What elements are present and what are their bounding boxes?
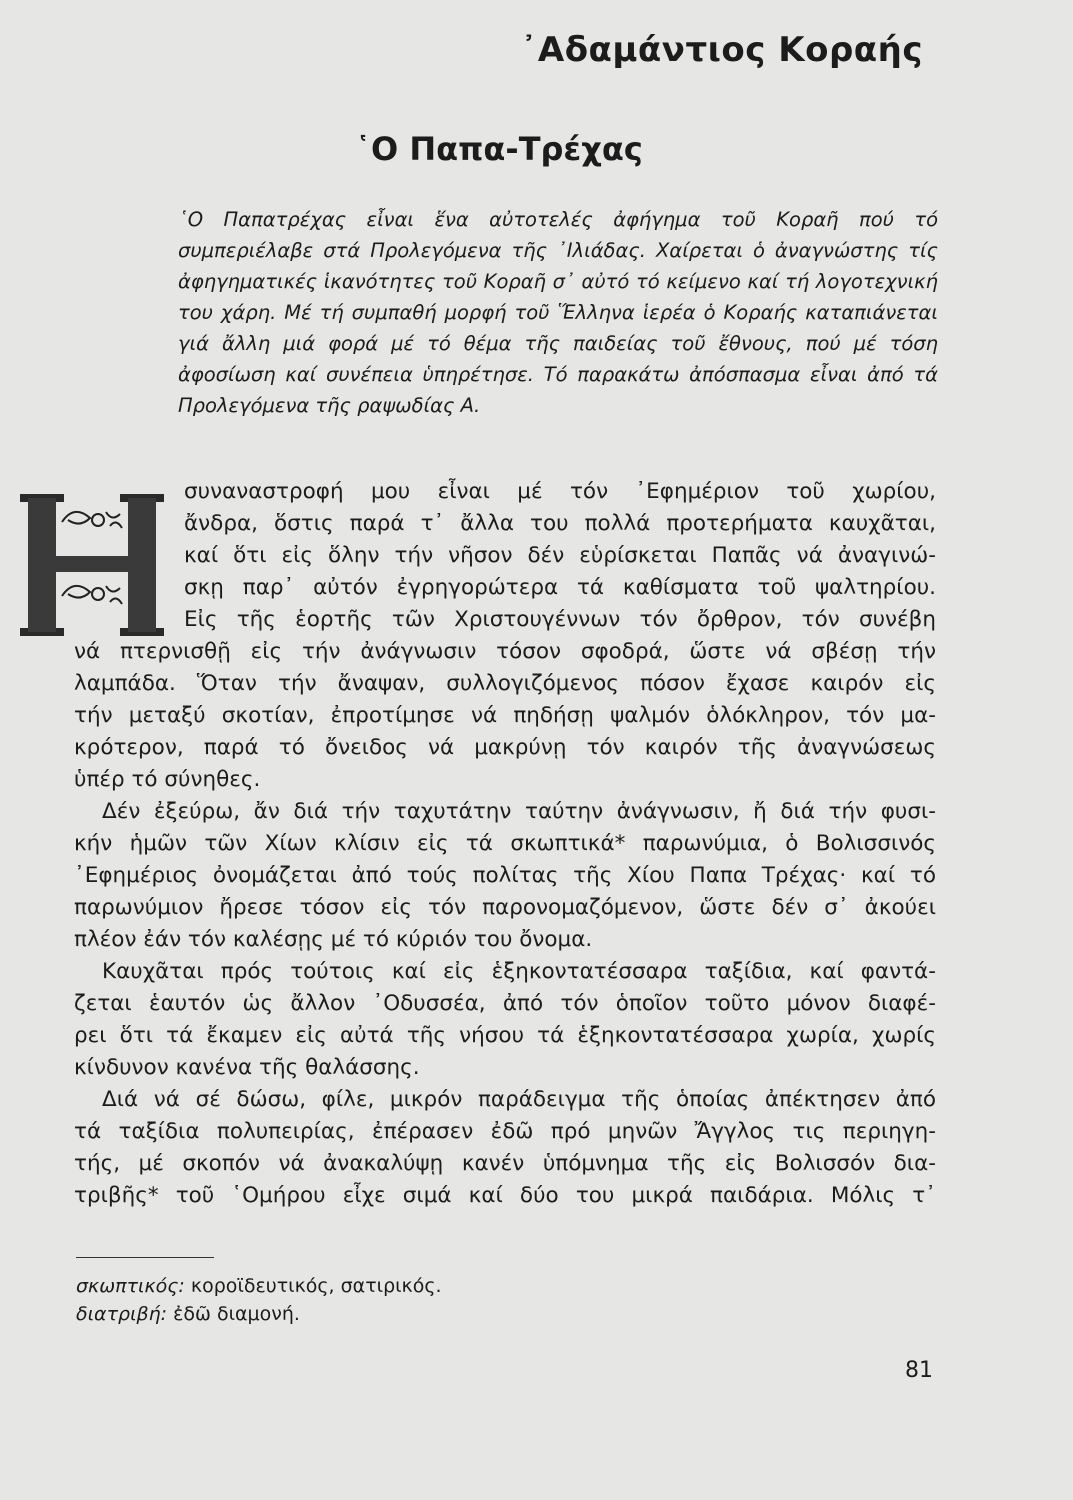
text-line: σκῃ παρ᾿ αὐτόν ἐγρηγορώτερα τά καθίσματα τοῦ ψαλτηρίου. [184,575,936,600]
text-line: ρει ὅτι τά ἔκαμεν εἰς αὐτά τῆς νήσου τά ἑξηκοντατέσσαρα χωρία, χωρίς [74,1023,936,1048]
text-line: Δέν ἐξεύρω, ἄν διά τήν ταχυτάτην ταύτην ἀνάγνωσιν, ἤ διά τήν φυσι- [102,799,936,824]
intro-paragraph [178,204,938,421]
text-line: ᾿Εφημέριος ὀνομάζεται ἀπό τούς πολίτας τῆς Χίου Παπα Τρέχας· καί τό [74,863,936,888]
text-line: τήν μεταξύ σκοτίαν, ἐπροτίμησε νά πηδήσῃ ψαλμόν ὁλόκληρον, τόν μα- [74,703,936,728]
text-line: ὑπέρ τό σύνηθες. [74,767,261,792]
drop-cap-letter: Η [92,624,93,625]
text-line: τής, μέ σκοπόν νά ἀνακαλύψῃ κανέν ὑπόμνημα τῆς εἰς Βολισσόν δια- [74,1151,936,1176]
text-line: τριβῆς* τοῦ ῾Ομήρου εἶχε σιμά καί δύο του μικρά παιδάρια. Μόλις τ᾿ [74,1183,936,1208]
text-line: ἄνδρα, ὅστις παρά τ᾿ ἄλλα του πολλά προτερήματα καυχᾶται, [184,511,936,536]
text-line: πλέον ἐάν τόν καλέσῃς μέ τό κύριόν του ὄνομα. [74,927,593,952]
footnote-term: διατριβή: [76,1303,168,1325]
text-line: κήν ἡμῶν τῶν Χίων κλίσιν εἰς τά σκωπτικά* παρωνύμια, ὁ Βολισσινός [74,831,936,856]
paragraph-3 [74,956,936,1084]
text-line: Διά νά σέ δώσω, φίλε, μικρόν παράδειγμα τῆς ὁποίας ἀπέκτησεν ἀπό [102,1087,936,1112]
text-line: κρότερον, παρά τό ὄνειδος νά μακρύνῃ τόν καιρόν τῆς ἀναγνώσεως [74,735,936,760]
text-line: νά πτερνισθῇ εἰς τήν ἀνάγνωσιν τόσον σφοδρά, ὥστε νά σβέσῃ τήν [74,639,936,664]
footnote-term: σκωπτικός: [76,1275,185,1297]
text-line: τά ταξίδια πολυπειρίας, ἐπέρασεν ἐδῶ πρό μηνῶν Ἄγγλος τις περιηγη- [74,1119,936,1144]
footnote-divider [76,1257,214,1258]
text-line: Καυχᾶται πρός τούτοις καί εἰς ἑξηκοντατέσσαρα ταξίδια, καί φαντά- [102,959,936,984]
text-line: κίνδυνον κανένα τῆς θαλάσσης. [74,1055,420,1080]
paragraph-2 [74,796,936,956]
footnotes [76,1272,442,1328]
text-line: καί ὅτι εἰς ὅλην τήν νῆσον δέν εὑρίσκεται Παπᾶς νά ἀναγινώ- [184,543,936,568]
intro-text: ῾Ο Παπατρέχας εἶναι ἕνα αὐτοτελές ἀφήγημα τοῦ Κοραῆ πού τό συμπεριέλαβε στά Προλεγόμενα τῆς ᾿Ιλιάδας. Χαίρεται ὁ ἀναγνώστης τίς ἀφηγηματικές ἱκανότητες τοῦ Κοραῆ σ᾿ αὐτό τό κείμενο καί τή λογοτεχνική του χάρη. Μέ τή συμπαθή μορφή τοῦ Ἕλληνα ἱερέα ὁ Κοραής καταπιάνεται γιά ἄλλη μιά φορά μέ τό θέμα τῆς παιδείας τοῦ ἔθνους, πού μέ τόση ἀφοσίωση καί συνέπεια ὑπηρέτησε. Τό παρακάτω ἀπόσπασμα εἶναι ἀπό τά Προλεγόμενα τῆς ραψωδίας Α. [178,208,938,417]
author-name: ᾿Αδαμάντιος Κοραής [520,30,923,70]
footnote [76,1300,442,1328]
text-line: λαμπάδα. Ὅταν τήν ἄναψαν, συλλογιζόμενος πόσον ἔχασε καιρόν εἰς [74,671,936,696]
paragraph-1 [74,476,936,796]
text-line: παρωνύμιον ἤρεσε τόσον εἰς τόν παρονομαζόμενον, ὥστε δέν σ᾿ ἀκούει [74,895,936,920]
page-number: 81 [905,1358,933,1383]
paragraph-4 [74,1084,936,1212]
main-text [74,476,936,1212]
text-line: συναναστροφή μου εἶναι μέ τόν ᾿Εφημέριον τοῦ χωρίου, [184,479,936,504]
text-line: Εἰς τῆς ἑορτῆς τῶν Χριστουγέννων τόν ὄρθρον, τόν συνέβη [184,607,936,632]
footnote-definition: κοροϊδευτικός, σατιρικός. [190,1275,442,1297]
chapter-title: ῾Ο Παπα-Τρέχας [355,130,643,168]
footnote [76,1272,442,1300]
text-line: ζεται ἑαυτόν ὡς ἄλλον ᾿Οδυσσέα, ἀπό τόν ὁποῖον τοῦτο μόνον διαφέ- [74,991,936,1016]
footnote-definition: ἐδῶ διαμονή. [173,1303,300,1325]
